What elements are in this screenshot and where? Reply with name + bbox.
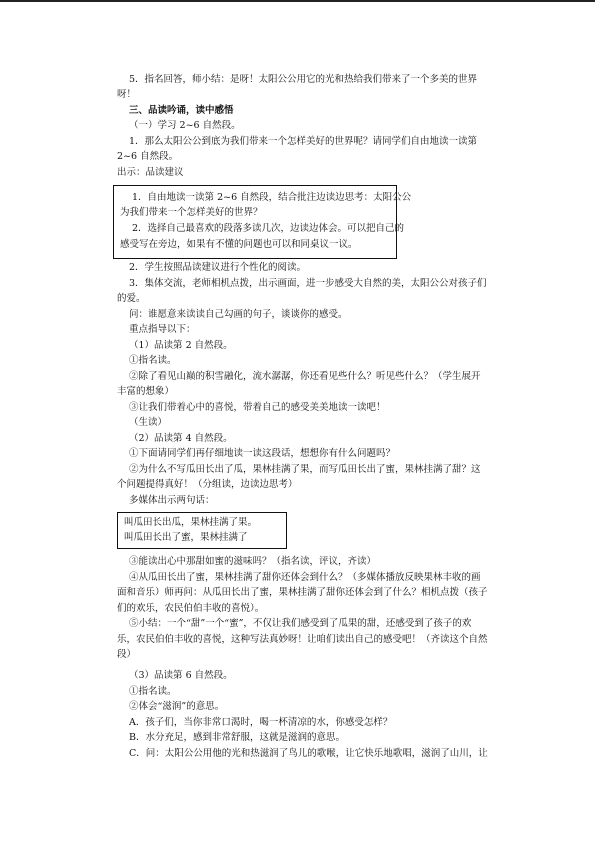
text-line: 多媒体出示两句话： bbox=[129, 495, 215, 506]
text-line: 们的欢乐，农民伯伯丰收的喜悦）。 bbox=[117, 603, 265, 614]
box-line: 2．选择自己最喜欢的段落多读几次，边读边体会。可以把自己的 bbox=[132, 223, 405, 234]
text-line: ②为什么不写瓜田长出了瓜，果林挂满了果，而写瓜田长出了蜜，果林挂满了甜？这 bbox=[129, 464, 481, 475]
box-line: 叫瓜田长出了蜜，果林挂满了 bbox=[124, 532, 248, 543]
box-line: 为我们带来一个怎样美好的世界？ bbox=[120, 207, 263, 218]
text-line: （1）品读第 2 自然段。 bbox=[129, 340, 233, 351]
box-line: 感受写在旁边，如果有不懂的问题也可以和同桌议一议。 bbox=[120, 239, 358, 250]
text-line: ③让我们带着心中的喜悦，带着自己的感受美美地读一读吧！ bbox=[129, 402, 386, 413]
text-line: 2．学生按照品读建议进行个性化的阅读。 bbox=[129, 262, 307, 273]
box-line: 1．自由地读一读第 2~6 自然段，结合批注边读边思考：太阳公公 bbox=[132, 192, 412, 203]
section-heading: 三、品读吟诵，读中感悟 bbox=[129, 105, 234, 116]
text-line: 2~6 自然段。 bbox=[117, 151, 179, 162]
text-line: ⑤小结：一个“甜”一个“蜜”，不仅让我们感受到了瓜果的甜，还感受到了孩子的欢 bbox=[129, 618, 472, 629]
text-line: （生读） bbox=[129, 417, 168, 428]
text-line: 5．指名回答，师小结：是呀！太阳公公用它的光和热给我们带来了一个多美的世界 bbox=[129, 74, 478, 85]
text-line: 1．那么太阳公公到底为我们带来一个怎样美好的世界呢？请同学们自由地读一读第 bbox=[129, 136, 478, 147]
text-line: 面和音乐）师再问：从瓜田长出了蜜，果林挂满了甜你还体会到了什么？相机点拨（孩子 bbox=[117, 587, 488, 598]
text-line: 的爱。 bbox=[117, 293, 146, 304]
text-line: 个问题提得真好！（分组读，边读边思考） bbox=[117, 479, 298, 490]
text-line: ②除了看见山巅的积雪融化，流水潺潺，你还看见些什么？听见些什么？（学生展开 bbox=[129, 371, 481, 382]
text-line: （3）品读第 6 自然段。 bbox=[129, 670, 233, 681]
sentence-box bbox=[117, 512, 287, 549]
text-line: 问：谁愿意来读读自己勾画的句子，谈谈你的感受。 bbox=[129, 309, 348, 320]
box-line: 叫瓜田长出瓜，果林挂满了果。 bbox=[124, 517, 258, 528]
text-line: A．孩子们，当你非常口渴时，喝一杯清凉的水，你感受怎样？ bbox=[129, 717, 393, 728]
text-line: ②体会“滋润”的意思。 bbox=[129, 701, 225, 712]
text-line: 重点指导以下： bbox=[129, 324, 196, 335]
top-border-line bbox=[0, 0, 595, 2]
text-line: ①指名读。 bbox=[129, 355, 177, 366]
text-line: 段） bbox=[117, 649, 137, 660]
text-line: ④从瓜田长出了蜜，果林挂满了甜你还体会到什么？（多媒体播放反映果林丰收的画 bbox=[129, 572, 481, 583]
text-line: 3．集体交流，老师相机点拨，出示画面，进一步感受大自然的美，太阳公公对孩子们 bbox=[129, 278, 487, 289]
text-line: B．水分充足，感到非常舒服，这就是滋润的意思。 bbox=[129, 732, 345, 743]
reading-suggestion-box bbox=[113, 185, 412, 259]
subsection-heading: （一）学习 2~6 自然段。 bbox=[129, 120, 241, 131]
text-line: ①下面请同学们再仔细地读一读这段话，想想你有什么问题吗？ bbox=[129, 448, 396, 459]
text-line: 呀！ bbox=[117, 89, 137, 100]
text-line: C．问：太阳公公用他的光和热滋润了鸟儿的歌喉，让它快乐地歌唱，滋润了山川，让 bbox=[129, 748, 488, 759]
text-line: 乐，农民伯伯丰收的喜悦，这种写法真妙呀！让咱们读出自己的感受吧！（齐读这个自然 bbox=[117, 634, 488, 645]
text-line: 丰富的想象） bbox=[117, 386, 175, 397]
text-line: ①指名读。 bbox=[129, 686, 177, 697]
text-line: 出示：品读建议 bbox=[117, 167, 184, 178]
text-line: ③能读出心中那甜如蜜的滋味吗？（指名读，评议，齐读） bbox=[129, 556, 377, 567]
text-line: （2）品读第 4 自然段。 bbox=[129, 433, 233, 444]
